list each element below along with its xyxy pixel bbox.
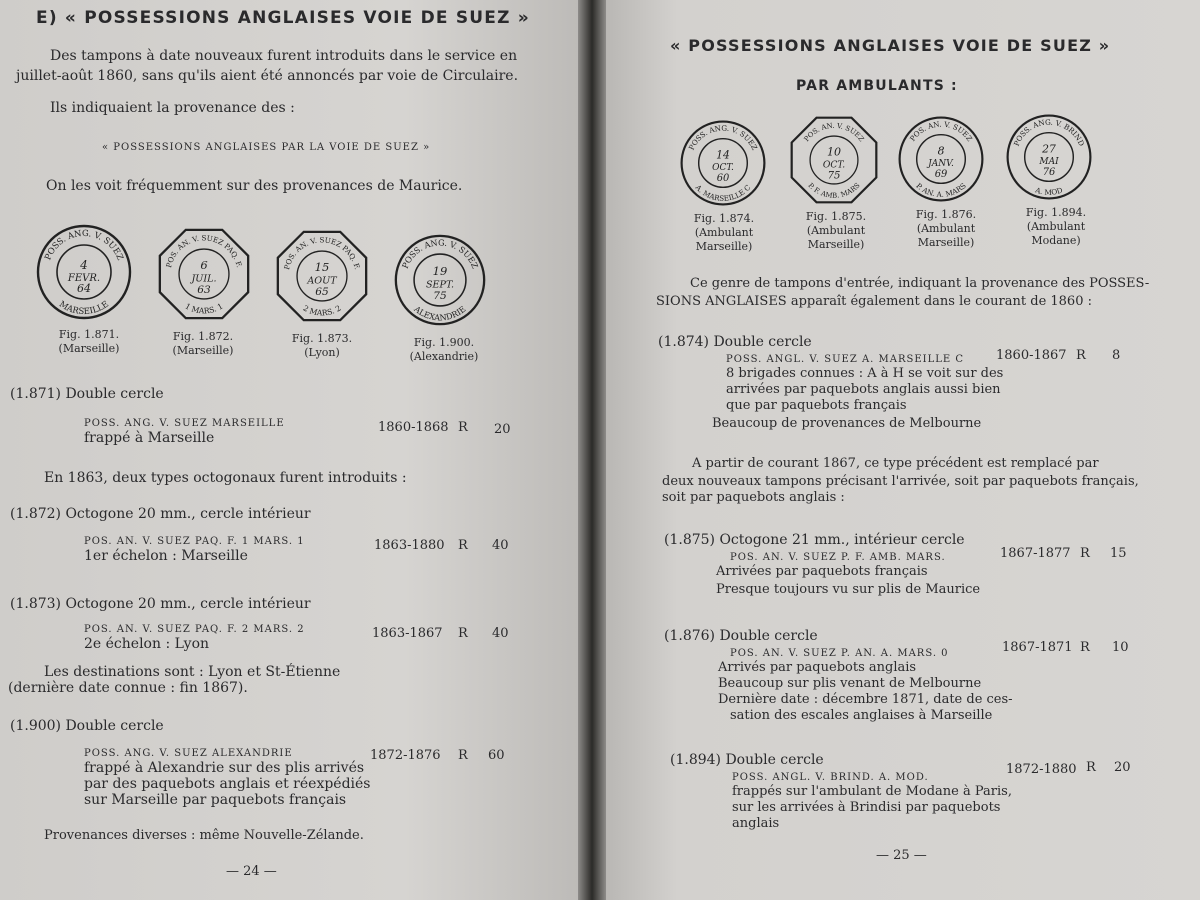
- entry-1875-rarity: R: [1080, 546, 1090, 561]
- entry-1871-rarity: R: [458, 420, 468, 435]
- caption-1900-place: (Alexandrie): [409, 350, 479, 363]
- right-subtitle: PAR AMBULANTS :: [796, 78, 958, 94]
- stamp-1873-month: AOUT: [307, 275, 337, 287]
- entry-1872-rarity: R: [458, 538, 468, 553]
- stamp-1873: [274, 228, 370, 324]
- caption-1873-fig: Fig. 1.873.: [291, 332, 353, 345]
- entry-1872-marking: POS. AN. V. SUEZ PAQ. F. 1 MARS. 1: [84, 536, 305, 547]
- stamp-1871-year: 64: [77, 282, 91, 295]
- page-number-25: — 25 —: [876, 848, 927, 863]
- entry-1871-head: (1.871) Double cercle: [10, 386, 164, 402]
- caption-1894-l3: Modane): [1031, 234, 1081, 247]
- entry-1876-dates: 1867-1871: [1002, 640, 1073, 655]
- entry-1873-marking: POS. AN. V. SUEZ PAQ. F. 2 MARS. 2: [84, 624, 305, 635]
- entry-1894-value: 20: [1114, 760, 1131, 775]
- stamp-1900-day: 19: [432, 264, 448, 279]
- stamp-1876: [896, 114, 986, 204]
- entry-1874-note-4: Beaucoup de provenances de Melbourne: [712, 416, 982, 431]
- entry-1872-dates: 1863-1880: [374, 538, 445, 553]
- entry-1894-note-1: frappés sur l'ambulant de Modane à Paris,: [732, 784, 1012, 799]
- stamp-1876-bottom: P. AN. A. MARS: [914, 181, 968, 199]
- entry-1876-note-3: Dernière date : décembre 1871, date de ces-: [718, 692, 1013, 707]
- left-page: [0, 0, 578, 900]
- caption-1872: [158, 330, 248, 358]
- entry-1871-marking: POSS. ANG. V. SUEZ MARSEILLE: [84, 418, 285, 429]
- stamp-1874-year: 60: [716, 173, 730, 184]
- stamp-1900-top: POSS. ANG. V. SUEZ: [399, 237, 481, 270]
- caption-1871-fig: Fig. 1.871.: [58, 328, 120, 341]
- entry-1900-head: (1.900) Double cercle: [10, 718, 164, 734]
- stamp-1871-bottom: MARSEILLE: [57, 299, 111, 318]
- entry-1876-note-4: sation des escales anglaises à Marseille: [730, 708, 993, 723]
- caption-1874-l3: Marseille): [695, 240, 753, 253]
- stamp-1894-month: MAI: [1039, 157, 1059, 168]
- entry-1873-value: 40: [492, 626, 509, 641]
- stamp-1873-bottom: 2 MARS. 2: [301, 303, 343, 318]
- entry-1872-head: (1.872) Octogone 20 mm., cercle intérieur: [10, 506, 311, 522]
- caption-1872-fig: Fig. 1.872.: [172, 330, 234, 343]
- entry-1871-value: 20: [494, 422, 511, 437]
- intro-line-1: Des tampons à date nouveaux furent introduits dans le service en: [50, 48, 518, 64]
- book-gutter: [578, 0, 606, 900]
- genre-line-1: Ce genre de tampons d'entrée, indiquant la provenance des POSSES-: [690, 276, 1150, 291]
- intro-line-2: juillet-août 1860, sans qu'ils aient été annoncés par voie de Circulaire.: [16, 68, 519, 84]
- partir-line-1: A partir de courant 1867, ce type précédent est remplacé par: [692, 456, 1099, 471]
- entry-1872-note: 1er échelon : Marseille: [84, 548, 248, 564]
- entry-1874-head: (1.874) Double cercle: [658, 334, 812, 350]
- stamp-1875-top: POS. AN. V. SUEZ: [802, 121, 866, 144]
- caption-1872-place: (Marseille): [172, 344, 234, 357]
- svg-text:POS. AN. V. SUEZ: [908, 120, 974, 143]
- stamp-1873-day: 15: [314, 260, 330, 275]
- caption-1874-l2: (Ambulant: [694, 226, 754, 239]
- stamp-1894-bottom: A. MOD: [1034, 185, 1064, 197]
- octogon-intro: En 1863, deux types octogonaux furent introduits :: [44, 470, 407, 486]
- entry-1871-dates: 1860-1868: [378, 420, 449, 435]
- svg-text:1 MARS. 1: [183, 301, 224, 315]
- right-page: [606, 0, 1200, 900]
- section-title: E) « POSSESSIONS ANGLAISES VOIE DE SUEZ »: [36, 8, 530, 28]
- genre-line-2: SIONS ANGLAISES apparaît également dans le courant de 1860 :: [656, 294, 1092, 309]
- stamp-1871-top: POSS. ANG. V. SUEZ: [43, 228, 125, 262]
- entry-1875-head: (1.875) Octogone 21 mm., intérieur cercle: [664, 532, 965, 548]
- caption-1871: [44, 328, 134, 356]
- entry-1900-value: 60: [488, 748, 505, 763]
- caption-1873-place: (Lyon): [304, 346, 340, 359]
- stamp-1900-bottom: ALEXANDRIE: [412, 303, 468, 323]
- stamp-1900-year: 75: [433, 290, 447, 303]
- partir-line-2: deux nouveaux tampons précisant l'arrivée, soit par paquebots français,: [662, 474, 1139, 489]
- caption-1894-fig: Fig. 1.894.: [1025, 206, 1087, 219]
- entry-1873-rarity: R: [458, 626, 468, 641]
- stamp-1875-bottom: P. F. AMB. MARS: [806, 181, 862, 200]
- stamp-1874-bottom: A. MARSEILLE C: [693, 182, 753, 203]
- entry-1875-marking: POS. AN. V. SUEZ P. F. AMB. MARS.: [730, 552, 946, 563]
- entry-1874-note-2: arrivées par paquebots anglais aussi bien: [726, 382, 1001, 397]
- page-number-24: — 24 —: [226, 864, 277, 879]
- entry-1876-note-1: Arrivés par paquebots anglais: [718, 660, 917, 675]
- entry-1874-note-1: 8 brigades connues : A à H se voit sur des: [726, 366, 1004, 381]
- entry-1871-note: frappé à Marseille: [84, 430, 215, 446]
- intro-line-3: Ils indiquaient la provenance des :: [50, 100, 295, 116]
- entry-1900-dates: 1872-1876: [370, 748, 441, 763]
- entry-1874-dates: 1860-1867: [996, 348, 1067, 363]
- entry-1876-rarity: R: [1080, 640, 1090, 655]
- stamp-1894-top: POSS. ANG. V. BRIND: [1011, 117, 1087, 148]
- partir-line-3: soit par paquebots anglais :: [662, 490, 845, 505]
- entry-1873-head: (1.873) Octogone 20 mm., cercle intérieur: [10, 596, 311, 612]
- stamp-1874-top: POSS. ANG. V. SUEZ: [686, 123, 760, 152]
- entry-1872-value: 40: [492, 538, 509, 553]
- stamp-1873-top: POS. AN. V. SUEZ PAQ. F.: [282, 235, 362, 271]
- stamp-1875-year: 75: [827, 170, 841, 182]
- entry-1894-note-3: anglais: [732, 816, 780, 831]
- entry-1900-marking: POSS. ANG. V. SUEZ ALEXANDRIE: [84, 748, 293, 759]
- svg-text:POSS. ANG. V. SUEZ: [687, 124, 760, 152]
- destinations-line-2: (dernière date connue : fin 1867).: [8, 680, 248, 696]
- stamp-1874: [678, 118, 768, 208]
- caption-1874-fig: Fig. 1.874.: [693, 212, 755, 225]
- svg-text:A. MOD: [1033, 185, 1064, 197]
- entry-1875-note-2: Presque toujours vu sur plis de Maurice: [716, 582, 981, 597]
- stamp-1875-day: 10: [826, 145, 842, 159]
- caption-1875: [788, 210, 884, 252]
- stamp-1876-top: POS. AN. V. SUEZ: [907, 119, 975, 143]
- stamp-1872-day: 6: [200, 258, 208, 273]
- entry-1894-marking: POSS. ANGL. V. BRIND. A. MOD.: [732, 772, 929, 783]
- entry-1874-note-3: que par paquebots français: [726, 398, 907, 413]
- stamp-1876-day: 8: [937, 144, 945, 158]
- stamp-1900: [392, 232, 488, 328]
- caption-1875-l3: Marseille): [807, 238, 865, 251]
- stamp-1874-month: OCT.: [712, 163, 734, 174]
- entry-1894-dates: 1872-1880: [1006, 762, 1077, 777]
- entry-1875-note-1: Arrivées par paquebots français: [716, 564, 928, 579]
- entry-1876-value: 10: [1112, 640, 1129, 655]
- stamp-1900-month: SEPT.: [425, 279, 455, 291]
- stamp-1873-year: 65: [315, 286, 329, 299]
- entry-1873-dates: 1863-1867: [372, 626, 443, 641]
- svg-text:POS. AN. V. SUEZ: [803, 122, 866, 144]
- right-title: « POSSESSIONS ANGLAISES VOIE DE SUEZ »: [670, 36, 1111, 55]
- entry-1900-note-3: sur Marseille par paquebots français: [84, 792, 347, 808]
- caption-1876: [898, 208, 994, 250]
- stamp-1894-day: 27: [1042, 142, 1056, 156]
- entry-1874-rarity: R: [1076, 348, 1086, 363]
- stamp-1872-top: POS. AN. V. SUEZ PAQ. F.: [164, 233, 244, 269]
- entry-1894-rarity: R: [1086, 760, 1096, 775]
- entry-1874-marking: POSS. ANGL. V. SUEZ A. MARSEILLE C: [726, 354, 965, 365]
- destinations-line-1: Les destinations sont : Lyon et St-Étienne: [44, 664, 341, 680]
- caption-1871-place: (Marseille): [58, 342, 120, 355]
- stamp-1875: [788, 114, 880, 206]
- entry-1894-head: (1.894) Double cercle: [670, 752, 824, 768]
- stamp-1872: [156, 226, 252, 322]
- quote-line: « POSSESSIONS ANGLAISES PAR LA VOIE DE SUEZ »: [102, 142, 431, 153]
- caption-1876-l2: (Ambulant: [916, 222, 976, 235]
- stamp-1875-month: OCT.: [822, 159, 846, 171]
- entry-1873-note: 2e échelon : Lyon: [84, 636, 210, 652]
- entry-1900-note-1: frappé à Alexandrie sur des plis arrivés: [84, 760, 365, 776]
- stamp-1872-year: 63: [197, 284, 211, 297]
- entry-1875-value: 15: [1110, 546, 1127, 561]
- entry-1900-note-2: par des paquebots anglais et réexpédiés: [84, 776, 371, 792]
- caption-1900: [396, 336, 492, 364]
- stamp-1876-year: 69: [934, 169, 948, 180]
- caption-1876-l3: Marseille): [917, 236, 975, 249]
- stamp-1872-month: JUIL.: [191, 273, 217, 285]
- caption-1875-fig: Fig. 1.875.: [805, 210, 867, 223]
- caption-1875-l2: (Ambulant: [806, 224, 866, 237]
- caption-1876-fig: Fig. 1.876.: [915, 208, 977, 221]
- stamp-1894: [1004, 112, 1094, 202]
- provenances-diverses: Provenances diverses : même Nouvelle-Zélande.: [44, 828, 364, 843]
- seen-line: On les voit fréquemment sur des provenances de Maurice.: [46, 178, 463, 194]
- stamp-1871-day: 4: [80, 258, 88, 272]
- caption-1900-fig: Fig. 1.900.: [413, 336, 475, 349]
- entry-1894-note-2: sur les arrivées à Brindisi par paquebots: [732, 800, 1001, 815]
- stamp-1894-year: 76: [1042, 167, 1056, 178]
- stamp-1872-bottom: 1 MARS. 1: [183, 301, 225, 316]
- caption-1874: [676, 212, 772, 254]
- caption-1873: [274, 332, 370, 360]
- entry-1876-marking: POS. AN. V. SUEZ P. AN. A. MARS. 0: [730, 648, 949, 659]
- stamp-1876-month: JANV.: [928, 159, 954, 170]
- svg-text:2 MARS. 2: [301, 303, 342, 317]
- entry-1876-head: (1.876) Double cercle: [664, 628, 818, 644]
- stamp-1874-day: 14: [716, 148, 730, 162]
- caption-1894: [1008, 206, 1104, 248]
- stamp-1871-month: FEVR.: [67, 273, 101, 284]
- stamp-1871: [34, 222, 134, 322]
- entry-1875-dates: 1867-1877: [1000, 546, 1071, 561]
- caption-1894-l2: (Ambulant: [1026, 220, 1086, 233]
- entry-1876-note-2: Beaucoup sur plis venant de Melbourne: [718, 676, 982, 691]
- entry-1900-rarity: R: [458, 748, 468, 763]
- entry-1874-value: 8: [1112, 348, 1121, 363]
